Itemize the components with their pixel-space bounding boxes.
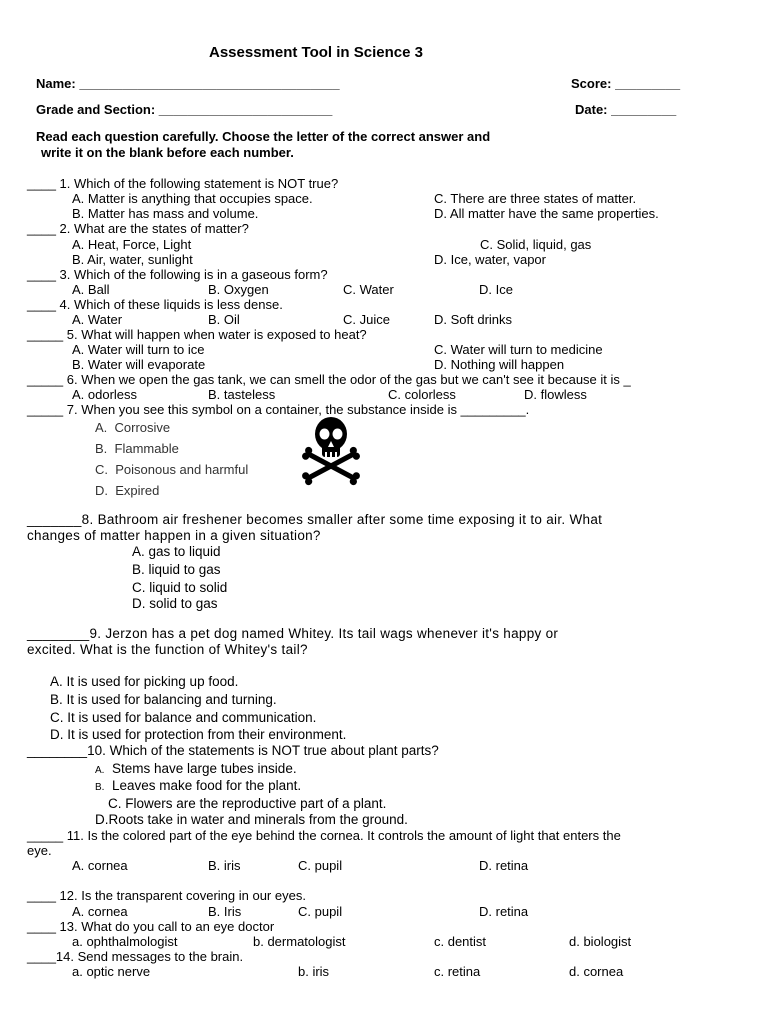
question-6-choice-d: D. flowless bbox=[524, 387, 587, 402]
choice-text: Stems have large tubes inside. bbox=[111, 761, 297, 776]
choice-letter: A. bbox=[95, 420, 108, 435]
choice-letter: A. bbox=[95, 765, 105, 776]
question-5-choice-a: A. Water will turn to ice bbox=[72, 342, 205, 357]
question-13-choice-d: d. biologist bbox=[569, 934, 632, 949]
page-title: Assessment Tool in Science 3 bbox=[209, 44, 423, 61]
question-1-choice-c: C. There are three states of matter. bbox=[434, 191, 637, 206]
question-7-choice-d bbox=[95, 483, 159, 498]
question-7-choice-c bbox=[95, 462, 248, 477]
instruction-line-2: write it on the blank before each number. bbox=[41, 145, 294, 160]
question-1-stem: ____ 1. Which of the following statement is NOT true? bbox=[27, 176, 339, 191]
question-4-choice-b: B. Oil bbox=[208, 312, 240, 327]
question-3-choice-c: C. Water bbox=[343, 282, 394, 297]
question-6-choice-a: A. odorless bbox=[72, 387, 138, 402]
choice-text: Leaves make food for the plant. bbox=[111, 778, 302, 793]
question-7-choice-b bbox=[95, 441, 179, 456]
choice-letter: D. bbox=[95, 483, 108, 498]
choice-letter: B. bbox=[95, 782, 105, 793]
score-blank: _____ bbox=[644, 76, 681, 91]
question-13-choice-c: c. dentist bbox=[434, 934, 487, 949]
question-9-stem-line-2: excited. What is the function of Whitey's tail? bbox=[27, 642, 308, 657]
question-12-stem: ____ 12. Is the transparent covering in our eyes. bbox=[27, 888, 306, 903]
question-6-choice-b: B. tasteless bbox=[208, 387, 276, 402]
question-8-stem-line-1: _______8. Bathroom air freshener becomes smaller after some time exposing it to air. What bbox=[27, 512, 603, 527]
question-10-choice-b bbox=[95, 778, 301, 793]
question-13-stem: ____ 13. What do you call to an eye doctor bbox=[27, 919, 275, 934]
question-6-stem: _____ 6. When we open the gas tank, we can smell the odor of the gas but we can't see it because it is _ bbox=[27, 372, 631, 387]
question-13-choice-b: b. dermatologist bbox=[253, 934, 346, 949]
question-2-choice-b: B. Air, water, sunlight bbox=[72, 252, 193, 267]
choice-text: Poisonous and harmful bbox=[115, 462, 249, 477]
question-5-choice-c: C. Water will turn to medicine bbox=[434, 342, 603, 357]
question-5-choice-b: B. Water will evaporate bbox=[72, 357, 206, 372]
question-3-choice-a: A. Ball bbox=[72, 282, 110, 297]
score-label: Score: ____ bbox=[571, 76, 644, 91]
question-4-stem: ____ 4. Which of these liquids is less dense. bbox=[27, 297, 283, 312]
name-field[interactable]: Name: ____________________________________ bbox=[36, 76, 340, 91]
score-field[interactable] bbox=[571, 76, 680, 91]
question-1-choice-a: A. Matter is anything that occupies space. bbox=[72, 191, 313, 206]
question-10-choice-c: C. Flowers are the reproductive part of a plant. bbox=[108, 796, 387, 811]
choice-text: Expired bbox=[115, 483, 160, 498]
question-10-choice-a bbox=[95, 761, 297, 776]
question-9-choice-a: A. It is used for picking up food. bbox=[50, 674, 239, 689]
question-14-choice-c: c. retina bbox=[434, 964, 481, 979]
question-8-stem-line-2: changes of matter happen in a given situation? bbox=[27, 528, 321, 543]
question-14-choice-b: b. iris bbox=[298, 964, 330, 979]
choice-text: Flammable bbox=[114, 441, 179, 456]
grade-section-field[interactable]: Grade and Section: ________________________ bbox=[36, 102, 333, 117]
question-10-choice-d: D.Roots take in water and minerals from the ground. bbox=[95, 812, 408, 827]
question-8-choice-d: D. solid to gas bbox=[132, 596, 218, 611]
choice-text: Corrosive bbox=[114, 420, 171, 435]
question-12-choice-a: A. cornea bbox=[72, 904, 128, 919]
question-12-choice-d: D. retina bbox=[479, 904, 529, 919]
choice-letter: B. bbox=[95, 441, 108, 456]
question-11-stem-line-2: eye. bbox=[27, 843, 52, 858]
question-5-choice-d: D. Nothing will happen bbox=[434, 357, 565, 372]
question-3-choice-b: B. Oxygen bbox=[208, 282, 269, 297]
question-11-choice-d: D. retina bbox=[479, 858, 529, 873]
question-11-choice-c: C. pupil bbox=[298, 858, 343, 873]
question-4-choice-a: A. Water bbox=[72, 312, 123, 327]
question-4-choice-d: D. Soft drinks bbox=[434, 312, 513, 327]
question-11-stem-line-1: _____ 11. Is the colored part of the eye behind the cornea. It controls the amount of light that enters the bbox=[27, 828, 621, 843]
question-7-stem: _____ 7. When you see this symbol on a container, the substance inside is _________. bbox=[27, 402, 530, 417]
choice-letter: C. bbox=[95, 462, 108, 477]
skull-and-crossbones-icon bbox=[300, 414, 362, 486]
question-9-choice-d: D. It is used for protection from their environment. bbox=[50, 727, 347, 742]
question-8-choice-a: A. gas to liquid bbox=[132, 544, 221, 559]
question-7-choice-a bbox=[95, 420, 170, 435]
question-14-stem: ____14. Send messages to the brain. bbox=[27, 949, 244, 964]
question-12-choice-c: C. pupil bbox=[298, 904, 343, 919]
question-8-choice-b: B. liquid to gas bbox=[132, 562, 221, 577]
question-9-choice-c: C. It is used for balance and communication. bbox=[50, 710, 317, 725]
date-field[interactable]: Date: _________ bbox=[575, 102, 677, 117]
question-9-stem-line-1: ________9. Jerzon has a pet dog named Whitey. Its tail wags whenever it's happy or bbox=[27, 626, 559, 641]
question-12-choice-b: B. Iris bbox=[208, 904, 242, 919]
question-11-choice-b: B. iris bbox=[208, 858, 241, 873]
question-1-choice-b: B. Matter has mass and volume. bbox=[72, 206, 259, 221]
question-2-choice-c: C. Solid, liquid, gas bbox=[480, 237, 592, 252]
question-10-stem: ________10. Which of the statements is NOT true about plant parts? bbox=[27, 743, 439, 758]
question-2-stem: ____ 2. What are the states of matter? bbox=[27, 221, 249, 236]
question-6-choice-c: C. colorless bbox=[388, 387, 456, 402]
question-9-choice-b: B. It is used for balancing and turning. bbox=[50, 692, 277, 707]
question-11-choice-a: A. cornea bbox=[72, 858, 128, 873]
question-8-choice-c: C. liquid to solid bbox=[132, 580, 228, 595]
question-14-choice-a: a. optic nerve bbox=[72, 964, 151, 979]
instruction-line-1: Read each question carefully. Choose the letter of the correct answer and bbox=[36, 129, 491, 144]
question-1-choice-d: D. All matter have the same properties. bbox=[434, 206, 659, 221]
question-3-choice-d: D. Ice bbox=[479, 282, 513, 297]
question-5-stem: _____ 5. What will happen when water is exposed to heat? bbox=[27, 327, 367, 342]
question-2-choice-a: A. Heat, Force, Light bbox=[72, 237, 192, 252]
question-13-choice-a: a. ophthalmologist bbox=[72, 934, 178, 949]
question-2-choice-d: D. Ice, water, vapor bbox=[434, 252, 546, 267]
question-3-stem: ____ 3. Which of the following is in a gaseous form? bbox=[27, 267, 328, 282]
question-14-choice-d: d. cornea bbox=[569, 964, 624, 979]
question-4-choice-c: C. Juice bbox=[343, 312, 390, 327]
